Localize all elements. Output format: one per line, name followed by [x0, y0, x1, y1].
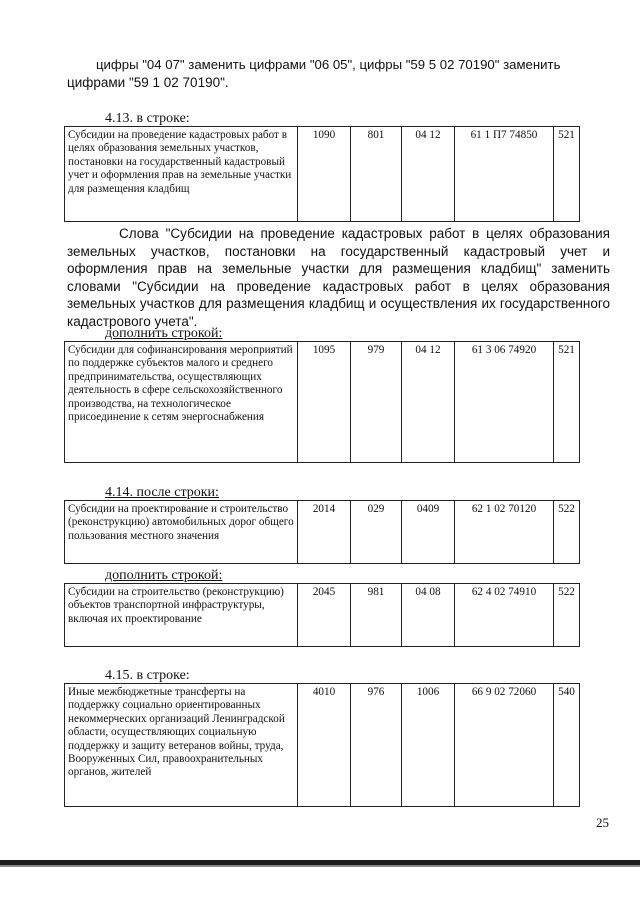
new-row-grbs-cell: 981	[351, 584, 402, 647]
row-vr-cell: 521	[554, 127, 580, 222]
new-row-vr-cell: 521	[554, 342, 580, 463]
row-code-cell: 2014	[298, 501, 351, 564]
section-4-14-add-label: дополнить строкой:	[105, 568, 223, 583]
section-4-13-heading: 4.13. в строке:	[105, 111, 190, 126]
table-row	[65, 342, 580, 463]
new-row-code-cell: 2045	[298, 584, 351, 647]
scan-edge-shadow	[0, 865, 640, 867]
row-grbs-cell: 976	[351, 684, 402, 807]
table-4-14-new-row	[64, 583, 580, 647]
row-csr-cell: 66 9 02 72060	[455, 684, 554, 807]
section-4-13-add-label: дополнить строкой:	[105, 326, 223, 341]
section-4-15-heading: 4.15. в строке:	[105, 668, 190, 683]
new-row-grbs-cell: 979	[351, 342, 402, 463]
page-number: 25	[596, 815, 609, 830]
row-grbs-cell: 029	[351, 501, 402, 564]
row-csr-cell: 61 1 П7 74850	[455, 127, 554, 222]
table-row	[65, 584, 580, 647]
row-code-cell: 4010	[298, 684, 351, 807]
new-row-vr-cell: 522	[554, 584, 580, 647]
new-row-section-cell: 04 12	[402, 342, 455, 463]
new-row-csr-cell: 61 3 06 74920	[455, 342, 554, 463]
table-4-13-new-row	[64, 341, 580, 463]
section-4-13-replace-text: Слова "Субсидии на проведение кадастровых работ в целях образования земельных участков, постановки на государственный кадастровый учет и оформления прав на земельные участки для размещения кладбищ" заменить словами "Субсидии на проведение кадастровых работ в целях образования земельных участков для размещения кладбищ и осуществления их государственного кадастрового учета".	[67, 226, 610, 329]
row-section-cell: 04 12	[402, 127, 455, 222]
table-4-13-row	[64, 126, 580, 222]
row-csr-cell: 62 1 02 70120	[455, 501, 554, 564]
row-vr-cell: 522	[554, 501, 580, 564]
row-name-cell: Субсидии на проектирование и строительство (реконструкцию) автомобильных дорог общего пользования местного значения	[65, 501, 298, 564]
table-row	[65, 127, 580, 222]
row-name-cell: Субсидии на проведение кадастровых работ в целях образования земельных участков, постановки на государственный кадастровый учет и оформления прав на земельные участки для размещения кладбищ	[65, 127, 298, 222]
table-4-15-row	[64, 683, 580, 807]
new-row-code-cell: 1095	[298, 342, 351, 463]
new-row-name-cell: Субсидии на строительство (реконструкцию) объектов транспортной инфраструктуры, включая их проектирование	[65, 584, 298, 647]
row-name-cell: Иные межбюджетные трансферты на поддержку социально ориентированных некоммерческих организаций Ленинградской области, осуществляющих социальную поддержку и защиту ветеранов войны, труда, Вооруженных Сил, правоохранительных органов, жителей	[65, 684, 298, 807]
row-grbs-cell: 801	[351, 127, 402, 222]
intro-line-2: цифрами "59 1 02 70190".	[67, 75, 229, 90]
section-4-14-heading: 4.14. после строки:	[105, 485, 219, 500]
table-4-14-row	[64, 500, 580, 564]
new-row-section-cell: 04 08	[402, 584, 455, 647]
intro-line-1: цифры "04 07" заменить цифрами "06 05", цифры "59 5 02 70190" заменить	[96, 57, 561, 72]
row-section-cell: 1006	[402, 684, 455, 807]
new-row-name-cell: Субсидии для софинансирования мероприятий по поддержке субъектов малого и среднего предпринимательства, осуществляющих деятельность в сфере сельскохозяйственного производства, на технологическое присоединение к сетям энергоснабжения	[65, 342, 298, 463]
row-section-cell: 0409	[402, 501, 455, 564]
row-code-cell: 1090	[298, 127, 351, 222]
table-row	[65, 684, 580, 807]
row-vr-cell: 540	[554, 684, 580, 807]
table-row	[65, 501, 580, 564]
new-row-csr-cell: 62 4 02 74910	[455, 584, 554, 647]
